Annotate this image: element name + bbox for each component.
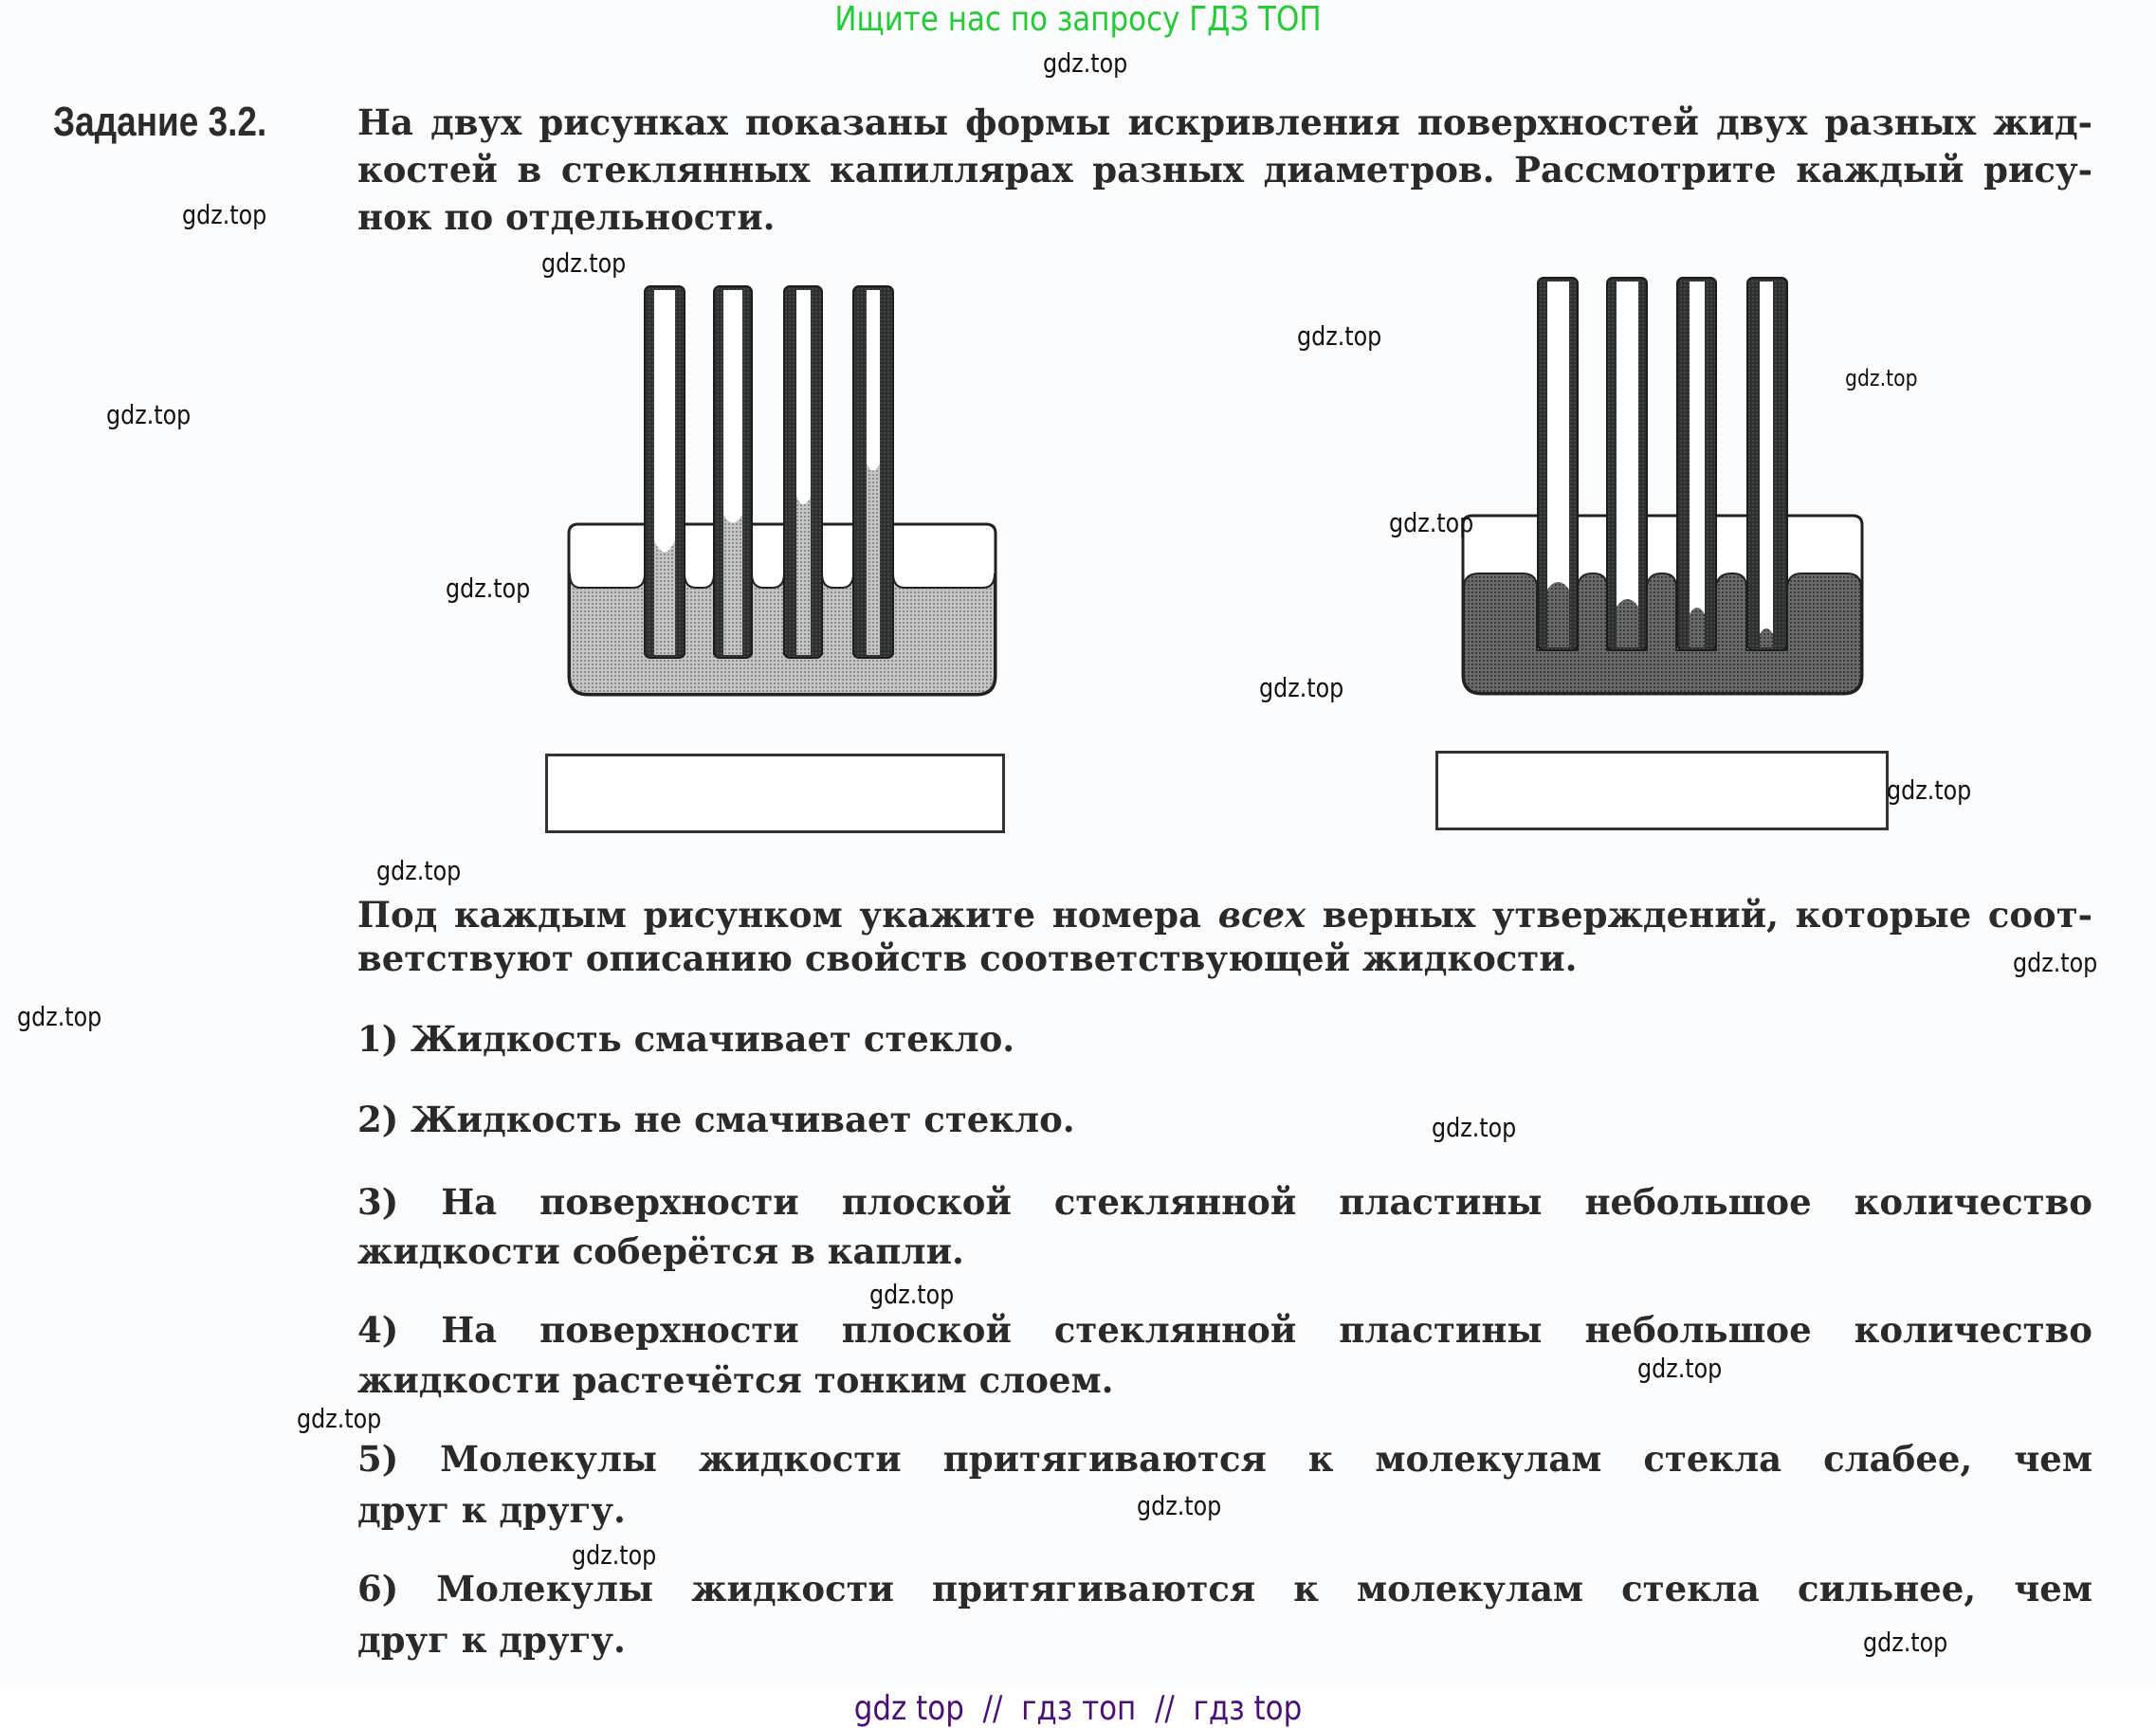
footer-separator: // (1155, 1689, 1175, 1728)
intro-line-3: нок по отдельности. (357, 196, 776, 238)
intro-line-2: костей в стеклянных капиллярах разных диаметров. Рассмотрите каждый рису- (357, 149, 2092, 191)
footer-part: gdz top (853, 1689, 964, 1728)
watermark: gdz.top (1043, 47, 1128, 79)
instruction-text: Под каждым рисунком укажите номера (357, 894, 1218, 936)
instruction-line-1 (357, 891, 2092, 938)
instruction-text: верных утверждений, которые соот- (1306, 894, 2092, 936)
footer-watermark[interactable] (151, 1689, 2005, 1728)
capillary-tube-1 (645, 286, 685, 658)
watermark: gdz.top (1863, 1627, 1948, 1658)
watermark: gdz.top (297, 1403, 382, 1434)
watermark: gdz.top (2013, 947, 2098, 978)
capillary-tube-2 (714, 286, 752, 658)
statement-4-line-2: жидкости растечётся тонким слоем. (357, 1359, 1114, 1401)
watermark: gdz.top (869, 1279, 955, 1310)
capillary-tube-2 (1607, 278, 1647, 650)
statement-4-line-1: 4) На поверхности плоской стеклянной пластины небольшое количество (357, 1309, 2092, 1351)
statement-2: 2) Жидкость не смачивает стекло. (357, 1099, 1075, 1140)
instruction-line-2: ветствуют описанию свойств соответствующей жидкости. (357, 937, 1578, 979)
answer-box-right[interactable] (1435, 751, 1889, 830)
capillary-tube-4 (853, 286, 893, 658)
statement-3-line-2: жидкости соберётся в капли. (357, 1230, 964, 1272)
intro-line-1: На двух рисунках показаны формы искривления поверхностей двух разных жид- (357, 101, 2092, 143)
watermark: gdz.top (17, 1001, 102, 1032)
watermark: gdz.top (1389, 507, 1474, 538)
task-title: Задание 3.2. (53, 99, 267, 145)
footer-part: гдз top (1193, 1689, 1303, 1728)
figure-non-wetting-liquid (1463, 278, 1862, 694)
footer-separator: // (982, 1689, 1003, 1728)
footer-part: гдз топ (1021, 1689, 1137, 1728)
watermark: gdz.top (1432, 1112, 1517, 1143)
watermark: gdz.top (1887, 774, 1972, 806)
promo-banner[interactable]: Ищите нас по запросу ГДЗ ТОП (834, 0, 1322, 39)
watermark: gdz.top (446, 573, 531, 604)
statement-3-line-1: 3) На поверхности плоской стеклянной пластины небольшое количество (357, 1181, 2092, 1223)
statement-5-line-1: 5) Молекулы жидкости притягиваются к молекулам стекла слабее, чем (357, 1438, 2092, 1480)
watermark: gdz.top (1297, 320, 1382, 352)
watermark: gdz.top (182, 199, 267, 230)
figure-wetting-liquid (569, 286, 996, 695)
watermark: gdz.top (1259, 672, 1344, 703)
statement-1: 1) Жидкость смачивает стекло. (357, 1018, 1015, 1060)
capillary-tube-3 (1677, 278, 1716, 650)
watermark: gdz.top (1637, 1353, 1723, 1384)
watermark: gdz.top (1137, 1490, 1222, 1521)
instruction-emphasis: всех (1217, 894, 1306, 936)
statement-5-line-2: друг к другу. (357, 1489, 626, 1531)
watermark: gdz.top (106, 399, 192, 430)
watermark: gdz.top (376, 855, 462, 886)
capillary-tube-4 (1747, 278, 1787, 650)
capillary-tube-3 (784, 286, 822, 658)
statement-6-line-2: друг к другу. (357, 1619, 626, 1661)
capillary-tube-1 (1538, 278, 1578, 650)
watermark: gdz.top (1845, 365, 1918, 391)
watermark: gdz.top (541, 247, 627, 279)
answer-box-left[interactable] (545, 754, 1005, 833)
statement-6-line-1: 6) Молекулы жидкости притягиваются к молекулам стекла сильнее, чем (357, 1568, 2092, 1610)
watermark: gdz.top (572, 1539, 657, 1571)
